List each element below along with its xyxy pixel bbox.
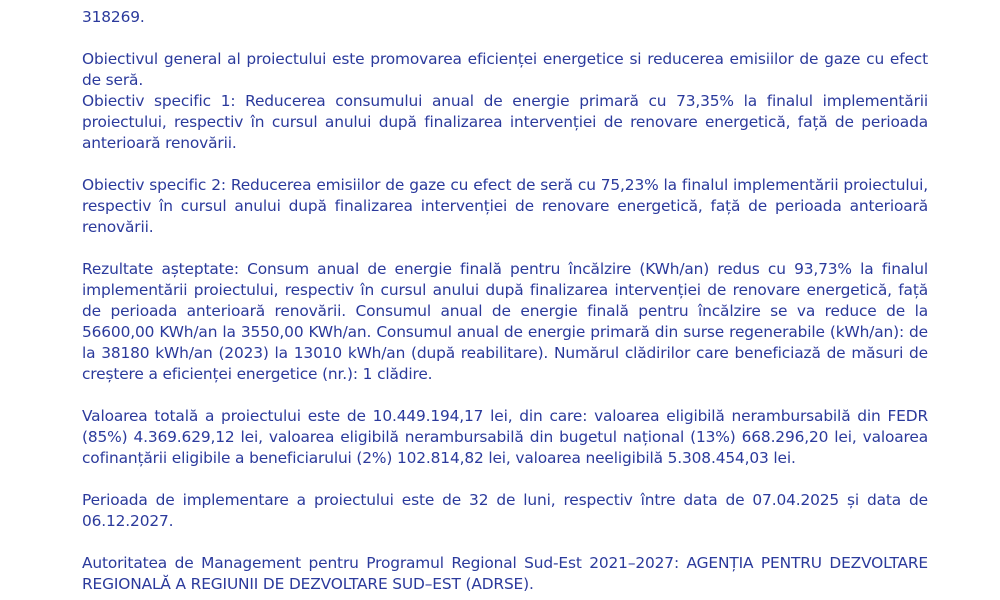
- paragraph-gap: [82, 532, 928, 553]
- paragraph-specific-objective-2: Obiectiv specific 2: Reducerea emisiilor de gaze cu efect de seră cu 75,23% la finalul implementării proiectului, respectiv în cursul anului după finalizarea intervenției de renovare energetică, față de perioada anterioară renovării.: [82, 176, 928, 236]
- paragraph-implementation-period: Perioada de implementare a proiectului este de 32 de luni, respectiv între data de 07.04.2025 și data de 06.12.2027.: [82, 491, 928, 530]
- paragraph-gap: [82, 469, 928, 490]
- paragraph-gap: [82, 238, 928, 259]
- cut-off-line: [82, 0, 928, 7]
- paragraph-gap: [82, 154, 928, 175]
- paragraph-gap: [82, 385, 928, 406]
- paragraph-gap: [82, 28, 928, 49]
- cut-off-text: 318269.: [82, 8, 145, 26]
- paragraph-specific-objective-1: Obiectiv specific 1: Reducerea consumului anual de energie primară cu 73,35% la finalul implementării proiectului, respectiv în cursul anului după finalizarea intervenției de renovare energetică, față de perioada anterioară renovării.: [82, 92, 928, 152]
- document-body: [82, 0, 928, 595]
- paragraph-expected-results: Rezultate așteptate: Consum anual de energie finală pentru încălzire (KWh/an) redus cu 93,73% la finalul implementării proiectului, respectiv în cursul anului după finalizarea intervenției de renovare energetică, față de perioada anterioară renovării. Consumul anual de energie finală pentru încălzire se va reduce de la 56600,00 KWh/an la 3550,00 KWh/an. Consumul anual de energie primară din surse regenerabile (kWh/an): de la 38180 kWh/an (2023) la 13010 kWh/an (după reabilitare). Numărul clădirilor care beneficiază de măsuri de creștere a eficienței energetice (nr.): 1 clădire.: [82, 260, 928, 383]
- paragraph-general-objective: Obiectivul general al proiectului este promovarea eficienței energetice si reducerea emisiilor de gaze cu efect de seră.: [82, 50, 928, 89]
- paragraph-project-value: Valoarea totală a proiectului este de 10.449.194,17 lei, din care: valoarea eligibilă nerambursabilă din FEDR (85%) 4.369.629,12 lei, valoarea eligibilă nerambursabilă din bugetul național (13%) 668.296,20 lei, valoarea cofinanțării eligibile a beneficiarului (2%) 102.814,82 lei, valoarea neeligibilă 5.308.454,03 lei.: [82, 407, 928, 467]
- paragraph-managing-authority: Autoritatea de Management pentru Programul Regional Sud-Est 2021–2027: AGENȚIA PENTRU DEZVOLTARE REGIONALĂ A REGIUNII DE DEZVOLTARE SUD–EST (ADRSE).: [82, 554, 928, 593]
